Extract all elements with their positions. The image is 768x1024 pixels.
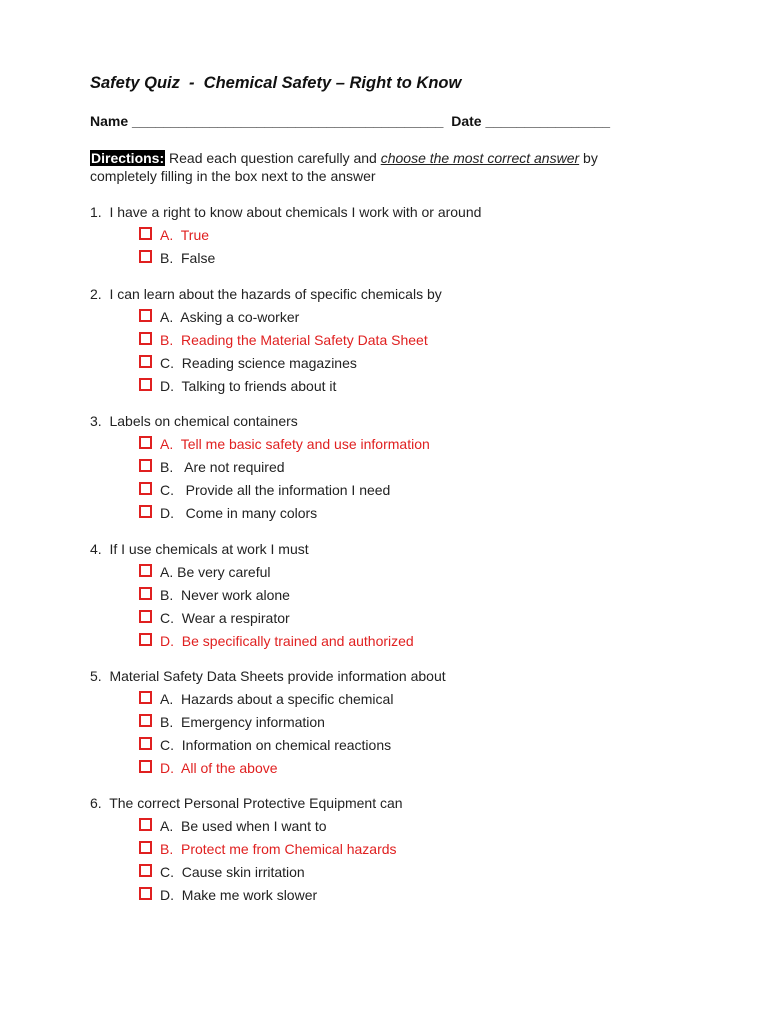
checkbox-icon[interactable]: [139, 505, 152, 518]
checkbox-icon[interactable]: [139, 564, 152, 577]
directions-text-after: by completely filling in the box next to the answer: [90, 150, 598, 184]
answer-option-label: C. Provide all the information I need: [160, 482, 391, 498]
checkbox-icon[interactable]: [139, 610, 152, 623]
answer-option[interactable]: [90, 712, 690, 735]
question-3: [90, 412, 690, 526]
directions-text-before: Read each question carefully and: [165, 150, 381, 166]
answer-option-label: B. Are not required: [160, 459, 285, 475]
answer-option[interactable]: [90, 434, 690, 457]
question-text: 2. I can learn about the hazards of specific chemicals by: [90, 286, 442, 302]
answer-option[interactable]: [90, 248, 690, 271]
answer-option-label: A. Tell me basic safety and use information: [160, 436, 430, 452]
answer-option-label: D. Talking to friends about it: [160, 378, 337, 394]
question-6: [90, 794, 690, 908]
answer-option[interactable]: [90, 376, 690, 399]
answer-option-label: C. Information on chemical reactions: [160, 737, 392, 753]
answer-option-label: A. Be used when I want to: [160, 818, 327, 834]
checkbox-icon[interactable]: [139, 633, 152, 646]
directions-label: Directions:: [91, 150, 165, 166]
checkbox-icon[interactable]: [139, 227, 152, 240]
question-4: [90, 540, 690, 654]
answer-option-label: D. Be specifically trained and authorized: [160, 633, 414, 649]
checkbox-icon[interactable]: [139, 760, 152, 773]
checkbox-icon[interactable]: [139, 355, 152, 368]
answer-option-label: D. Come in many colors: [160, 505, 318, 521]
answer-option[interactable]: [90, 689, 690, 712]
answer-option[interactable]: [90, 353, 690, 376]
answer-option-label: C. Wear a respirator: [160, 610, 290, 626]
checkbox-icon[interactable]: [139, 250, 152, 263]
answer-option[interactable]: [90, 330, 690, 353]
name-date-line: Name ________________________________________ Date ________________: [90, 113, 611, 129]
checkbox-icon[interactable]: [139, 714, 152, 727]
answer-option[interactable]: [90, 885, 690, 908]
answer-options: [90, 562, 690, 654]
answer-option[interactable]: [90, 307, 690, 330]
checkbox-icon[interactable]: [139, 459, 152, 472]
answer-option[interactable]: [90, 735, 690, 758]
answer-option[interactable]: [90, 816, 690, 839]
question-text: 3. Labels on chemical containers: [90, 413, 298, 429]
answer-option[interactable]: [90, 608, 690, 631]
question-text: 4. If I use chemicals at work I must: [90, 541, 309, 557]
checkbox-icon[interactable]: [139, 737, 152, 750]
answer-option[interactable]: [90, 503, 690, 526]
answer-option[interactable]: [90, 225, 690, 248]
checkbox-icon[interactable]: [139, 818, 152, 831]
checkbox-icon[interactable]: [139, 482, 152, 495]
checkbox-icon[interactable]: [139, 378, 152, 391]
answer-option-label: B. Reading the Material Safety Data Sheet: [160, 332, 428, 348]
checkbox-icon[interactable]: [139, 332, 152, 345]
answer-option[interactable]: [90, 585, 690, 608]
answer-option[interactable]: [90, 457, 690, 480]
answer-option-label: A. Hazards about a specific chemical: [160, 691, 394, 707]
checkbox-icon[interactable]: [139, 887, 152, 900]
answer-options: [90, 434, 690, 526]
answer-options: [90, 307, 690, 399]
checkbox-icon[interactable]: [139, 309, 152, 322]
answer-option[interactable]: [90, 839, 690, 862]
question-5: [90, 667, 690, 781]
answer-option-label: C. Cause skin irritation: [160, 864, 305, 880]
question-text: 1. I have a right to know about chemicals I work with or around: [90, 204, 482, 220]
answer-options: [90, 225, 690, 271]
question-text: 6. The correct Personal Protective Equipment can: [90, 795, 403, 811]
answer-option-label: C. Reading science magazines: [160, 355, 357, 371]
answer-options: [90, 816, 690, 908]
checkbox-icon[interactable]: [139, 864, 152, 877]
answer-option-label: A. Asking a co-worker: [160, 309, 300, 325]
answer-option[interactable]: [90, 631, 690, 654]
answer-option[interactable]: [90, 758, 690, 781]
question-text: 5. Material Safety Data Sheets provide information about: [90, 668, 446, 684]
question-1: [90, 203, 690, 271]
answer-option-label: D. All of the above: [160, 760, 278, 776]
answer-option-label: A. Be very careful: [160, 564, 271, 580]
checkbox-icon[interactable]: [139, 691, 152, 704]
directions-emphasis: choose the most correct answer: [380, 150, 580, 166]
question-2: [90, 285, 690, 399]
answer-option-label: A. True: [160, 227, 210, 243]
answer-option[interactable]: [90, 862, 690, 885]
answer-option-label: B. Protect me from Chemical hazards: [160, 841, 397, 857]
answer-option-label: B. Emergency information: [160, 714, 325, 730]
answer-option-label: B. Never work alone: [160, 587, 290, 603]
checkbox-icon[interactable]: [139, 841, 152, 854]
checkbox-icon[interactable]: [139, 436, 152, 449]
checkbox-icon[interactable]: [139, 587, 152, 600]
answer-options: [90, 689, 690, 781]
answer-option-label: D. Make me work slower: [160, 887, 318, 903]
answer-option-label: B. False: [160, 250, 216, 266]
answer-option[interactable]: [90, 562, 690, 585]
page-title: Safety Quiz - Chemical Safety – Right to Know: [90, 74, 462, 92]
answer-option[interactable]: [90, 480, 690, 503]
directions-paragraph: [90, 149, 650, 185]
